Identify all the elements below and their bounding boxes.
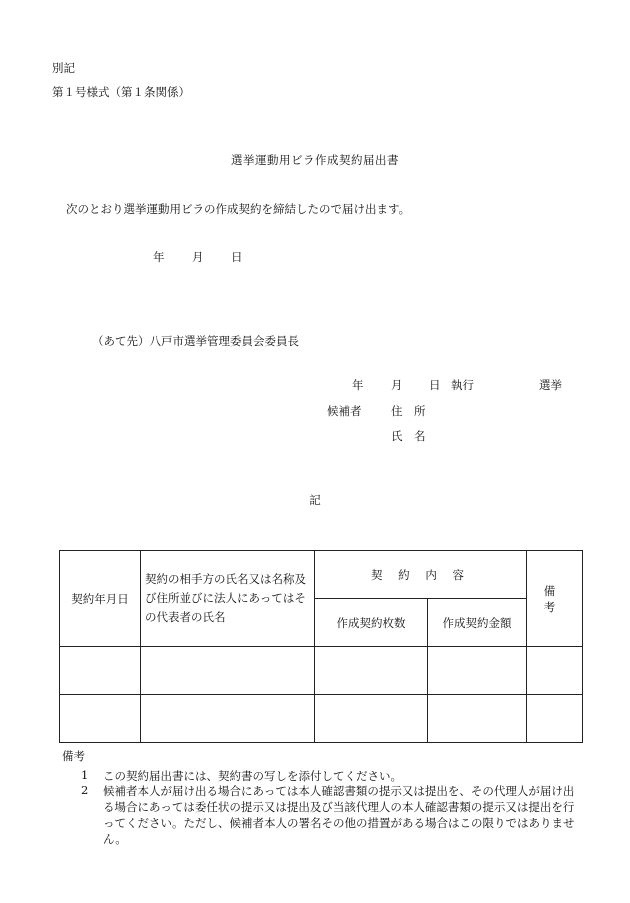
- header-note: 別記: [52, 61, 75, 75]
- intro-sentence: 次のとおり選挙運動用ビラの作成契約を締結したので届け出ます。: [66, 202, 411, 216]
- header-contract-amount: 作成契約金額: [428, 599, 527, 647]
- header-sheet-count: 作成契約枚数: [315, 599, 428, 647]
- date-month-label: 月: [192, 250, 204, 264]
- election-year-label: 年: [352, 378, 364, 392]
- contract-table: [59, 550, 583, 743]
- header-contract-content: 契 約 内 容: [315, 551, 527, 599]
- addressee: （あて先）八戸市選挙管理委員会委員長: [92, 334, 299, 348]
- table-cell[interactable]: [60, 647, 141, 695]
- form-number: 第１号様式（第１条関係）: [52, 85, 190, 99]
- table-row: [60, 695, 583, 743]
- table-cell[interactable]: [527, 647, 583, 695]
- note-text: この契約届出書には、契約書の写しを添付してください。: [103, 769, 402, 783]
- note-number: 2: [81, 783, 89, 797]
- table-cell[interactable]: [141, 695, 315, 743]
- table-cell[interactable]: [60, 695, 141, 743]
- ki-heading: 記: [309, 493, 321, 507]
- header-contract-party: 契約の相手方の氏名又は名称及び住所並びに法人にあってはその代表者の氏名: [141, 551, 315, 647]
- note-number: 1: [81, 768, 89, 782]
- table-row: [60, 647, 583, 695]
- candidate-label: 候補者: [327, 404, 362, 418]
- candidate-name-label: 氏 名: [391, 429, 426, 443]
- header-contract-date: 契約年月日: [60, 551, 141, 647]
- table-cell[interactable]: [141, 647, 315, 695]
- candidate-address-label: 住 所: [391, 404, 426, 418]
- header-remarks: 備 考: [527, 551, 583, 647]
- election-executed-label: 執行: [451, 378, 474, 392]
- table-cell[interactable]: [315, 647, 428, 695]
- table-cell[interactable]: [428, 695, 527, 743]
- date-day-label: 日: [231, 250, 243, 264]
- election-month-label: 月: [391, 378, 403, 392]
- document-title: 選挙運動用ビラ作成契約届出書: [231, 153, 399, 167]
- table-cell[interactable]: [428, 647, 527, 695]
- election-day-label: 日: [429, 378, 441, 392]
- date-year-label: 年: [153, 250, 165, 264]
- table-cell[interactable]: [315, 695, 428, 743]
- notes-title: 備考: [62, 749, 85, 763]
- election-label: 選挙: [539, 378, 562, 392]
- table-cell[interactable]: [527, 695, 583, 743]
- note-text: 候補者本人が届け出る場合にあっては本人確認書類の提示又は提出を、その代理人が届け出る場合にあっては委任状の提示又は提出及び当該代理人の本人確認書類の提示又は提出を行ってください。ただし、候補者本人の署名その他の措置がある場合はこの限りではありません。: [103, 784, 575, 846]
